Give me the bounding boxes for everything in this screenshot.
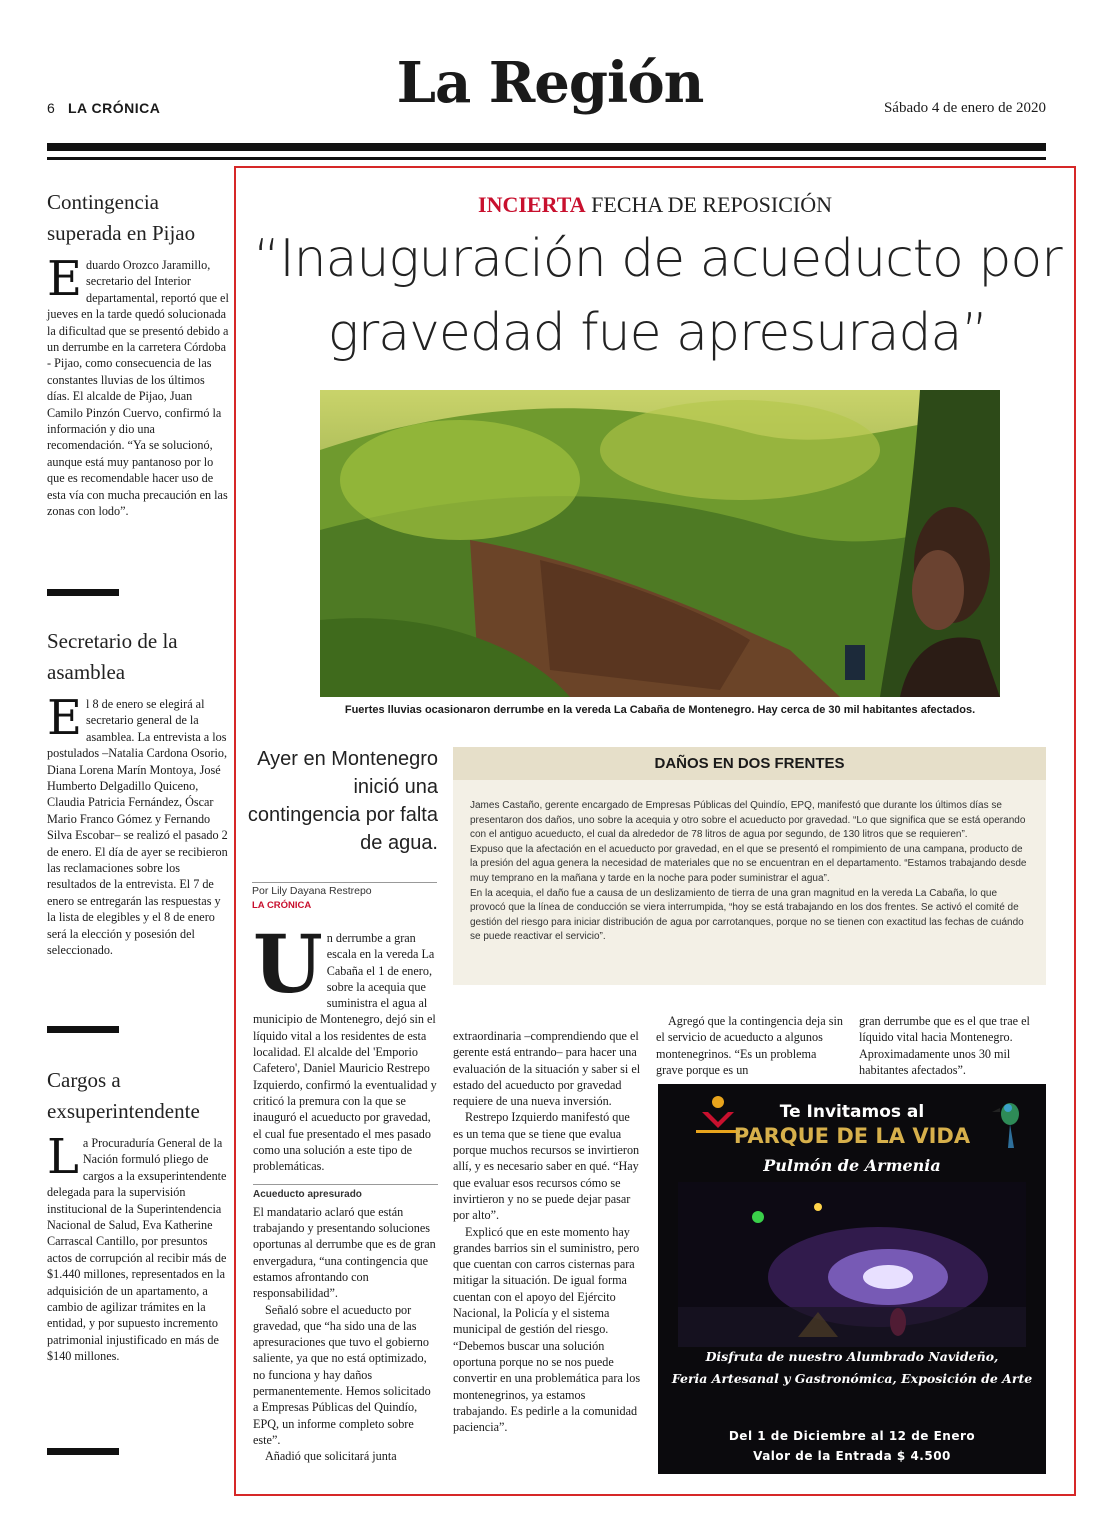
kicker-highlight: INCIERTA	[478, 192, 586, 217]
sidebar-title: DAÑOS EN DOS FRENTES	[453, 747, 1046, 780]
ad-title: PARQUE DE LA VIDA	[733, 1124, 971, 1148]
sidebar-paragraph: En la acequia, el daño fue a causa de un deslizamiento de tierra de una gran magnitud en la vereda La Cabaña, lo que provocó que la línea de conducción se viera interrumpida, “hoy se está trabajando en los dos frentes. Se activó el comité de gestión del riesgo para iniciar distribución de agua por carrotanques, porque no se tienen con exactitud las fechas de cuándo se puede reactivar el servicio”.	[470, 887, 1024, 943]
drop-cap: E	[47, 690, 83, 746]
ad-price: Valor de la Entrada $ 4.500	[753, 1449, 951, 1463]
header-rule	[47, 143, 1046, 151]
brief-body	[47, 690, 230, 959]
brief-title: Secretario de la asamblea	[47, 629, 178, 684]
drop-cap: E	[47, 251, 83, 307]
paragraph-text: n derrumbe a gran escala en la vereda La Cabaña el 1 de enero, sobre la acequia que suministra el agua al municipio de Montenegro, dejó sin el líquido vital a los residentes de esta localidad. El alcalde del 'Emporio Cafetero', Daniel Mauricio Restrepo Izquierdo, confirmó la eventualidad y criticó la premura con la que se inauguró el acueducto por gravedad, el cual fue presentado el mes pasado como una solución a este tipo de problemáticas.	[253, 931, 437, 1174]
ad-subtitle: Pulmón de Armenia	[763, 1156, 941, 1175]
outlet-credit: LA CRÓNICA	[252, 900, 312, 911]
headline: “Inauguración de acueducto por gravedad fue apresurada”	[253, 229, 1062, 363]
subhead: Acueducto apresurado	[253, 1184, 438, 1203]
separator-bar	[47, 589, 119, 596]
article-column-1	[253, 917, 438, 1465]
drop-cap: U	[253, 917, 323, 1011]
landslide-photo	[320, 390, 1000, 697]
article-paragraph: gran derrumbe que es el que trae el líquido vital hacia Montenegro. Aproximadamente unos 30 mil habitantes afectados”.	[859, 1014, 1030, 1077]
article-paragraph: Agregó que la contingencia deja sin el servicio de acueducto a algunos montenegrinos. “Es un problema grave porque es un	[656, 1014, 843, 1077]
byline: Por Lily Dayana Restrepo	[252, 882, 437, 897]
brief-text: a Procuraduría General de la Nación formuló pliego de cargos a la exsuperintendente delegada para la supervisión institucional de la Superintendencia Nacional de Salud, Eva Katherine Carrascal Cantillo, por presuntos actos de corrupción al recibir más de $1.440 millones, representados en la adquisición de un apartamento, a cambio de agilizar trámites en la entidad, y por supuesto incremento patrimonial injustificado en más de $140 millones.	[47, 1136, 227, 1364]
separator-bar	[47, 1026, 119, 1033]
ad-line: Del 1 de Diciembre al 12 de Enero	[728, 1429, 976, 1443]
article-paragraph: Añadió que solicitará junta	[265, 1449, 397, 1464]
article-paragraph: Restrepo Izquierdo manifestó que es un tema que se tiene que evalua porque muchos recursos se invirtieron allí, y es necesario saber en qué. “Hay que evaluar esos recursos cómo se invirtieron y no se puede dejar pasar por alto”.	[453, 1110, 640, 1223]
sidebar-paragraph: Expuso que la afectación en el acueducto por gravedad, en el que se presentó el rompimiento de una campana, producto de la presión del agua genera la necesidad de materiales que no se encuentran en el departamento. “Estamos trabajando desde muy temprano en la mañana y tarde en la noche para poder suministrar el agua”.	[470, 843, 1027, 884]
drop-cap: L	[47, 1129, 79, 1185]
article-paragraph: Señaló sobre el acueducto por gravedad, que “ha sido una de las apresuraciones que tuvo el gobierno saliente, ya que no está optimizado, no funciona y hay daños permanentemente. Hemos solicitado a Empresas Públicas del Quindío, EPQ, un informe completo sobre este”.	[253, 1302, 431, 1447]
brief-body	[47, 251, 230, 520]
brief-text: duardo Orozco Jaramillo, secretario del Interior departamental, reportó que el jueves en la tarde quedó solucionada la dificultad que se presentó debido a un derrumbe en la carretera Córdoba - Pijao, como consecuencia de las constantes lluvias de los últimos días. El alcalde de Pijao, Juan Camilo Pinzón Cuervo, confirmó la información y dio una recomendación. “Ya se solucionó, aunque está muy pantanoso por lo que es recomendable hacer uso de esta vía con mucha precaución en las zonas con lodo”.	[47, 258, 229, 519]
ad-line: Feria Artesanal y Gastronómica, Exposición de Arte	[671, 1371, 1033, 1386]
kicker-rest: FECHA DE REPOSICIÓN	[591, 192, 832, 217]
section-name: LA CRÓNICA	[68, 100, 161, 116]
ad-line: Disfruta de nuestro Alumbrado Navideño,	[705, 1349, 999, 1364]
article-column-3	[656, 1013, 844, 1078]
sidebar-paragraph: James Castaño, gerente encargado de Empresas Públicas del Quindío, EPQ, manifestó que durante los últimos días se presentaron dos daños, uno sobre la acequia y otro sobre el acueducto por gravedad. “Lo que significa que se está operando con el antiguo acueducto, el cual da alrededor de 78 litros de agua por segundo, de 130 litros que se requieren”.	[470, 800, 1026, 841]
article-column-2	[453, 1028, 641, 1435]
ad-line: Te Invitamos al	[779, 1102, 925, 1122]
advertisement[interactable]	[658, 1084, 1046, 1474]
deck: Ayer en Montenegro inició una contingencia por falta de agua.	[247, 748, 438, 854]
brief-body	[47, 1129, 230, 1365]
header-rule-thin	[47, 157, 1046, 160]
ad-dates	[658, 1426, 1046, 1466]
brief-pijao	[47, 187, 230, 520]
masthead-title: La Región	[396, 50, 704, 116]
brief-text: l 8 de enero se elegirá al secretario general de la asamblea. La entrevista a los postulados –Natalia Cardona Osorio, Diana Lorena Marín Montoya, José Humberto Delgadillo Quiceno, Claudia Patricia Fernández, Óscar Mario Franco Gómez y Fernando Silva Escobar– se realizó el pasado 2 de enero. El día de ayer se recibieron las reclamaciones sobre los resultados de la entrevista. El 7 de enero se entregarán las respuestas y la lista de elegibles y el 8 de enero será la elección y posesión del seleccionado.	[47, 697, 228, 958]
brief-title: Contingencia superada en Pijao	[47, 190, 196, 245]
article-paragraph: extraordinaria –comprendiendo que el gerente está entrando– para hacer una evaluación de la situación y saber si el estado del acueducto por gravedad requiere de una nueva inversión.	[453, 1029, 641, 1109]
photo-caption: Fuertes lluvias ocasionaron derrumbe en la vereda La Cabaña de Montenegro. Hay cerca de 30 mil habitantes afectados.	[344, 704, 976, 716]
article-paragraph	[253, 917, 438, 1174]
separator-bar	[47, 1448, 119, 1455]
kicker	[240, 192, 1070, 218]
sidebar-text	[470, 799, 1030, 945]
brief-asamblea	[47, 626, 230, 959]
brief-cargos	[47, 1065, 230, 1365]
article-paragraph: Explicó que en este momento hay grandes barrios sin el suministro, pero que cuentan con carros cisternas para mitigar la situación. De igual forma cuentan con el apoyo del Ejército Nacional, la Policía y el sistema municipal de gestión del riesgo. “Debemos buscar una solución oportuna porque no se nos puede convertir en una problemática para los montenegrinos, ya estamos trabajando. Es pedirle a la comunidad paciencia”.	[453, 1224, 641, 1435]
brief-title: Cargos a exsuperintendente	[47, 1068, 200, 1123]
article-paragraph: El mandatario aclaró que están trabajando y presentando soluciones oportunas al derrumbe que es de gran envergadura, “una contingencia que estamos afrontando con responsabilidad”.	[253, 1204, 436, 1301]
ad-description	[658, 1346, 1046, 1390]
article-column-4	[859, 1013, 1047, 1078]
night-lights-photo	[678, 1182, 1026, 1347]
issue-date: Sábado 4 de enero de 2020	[883, 100, 1046, 116]
page-number: 6	[47, 100, 55, 116]
